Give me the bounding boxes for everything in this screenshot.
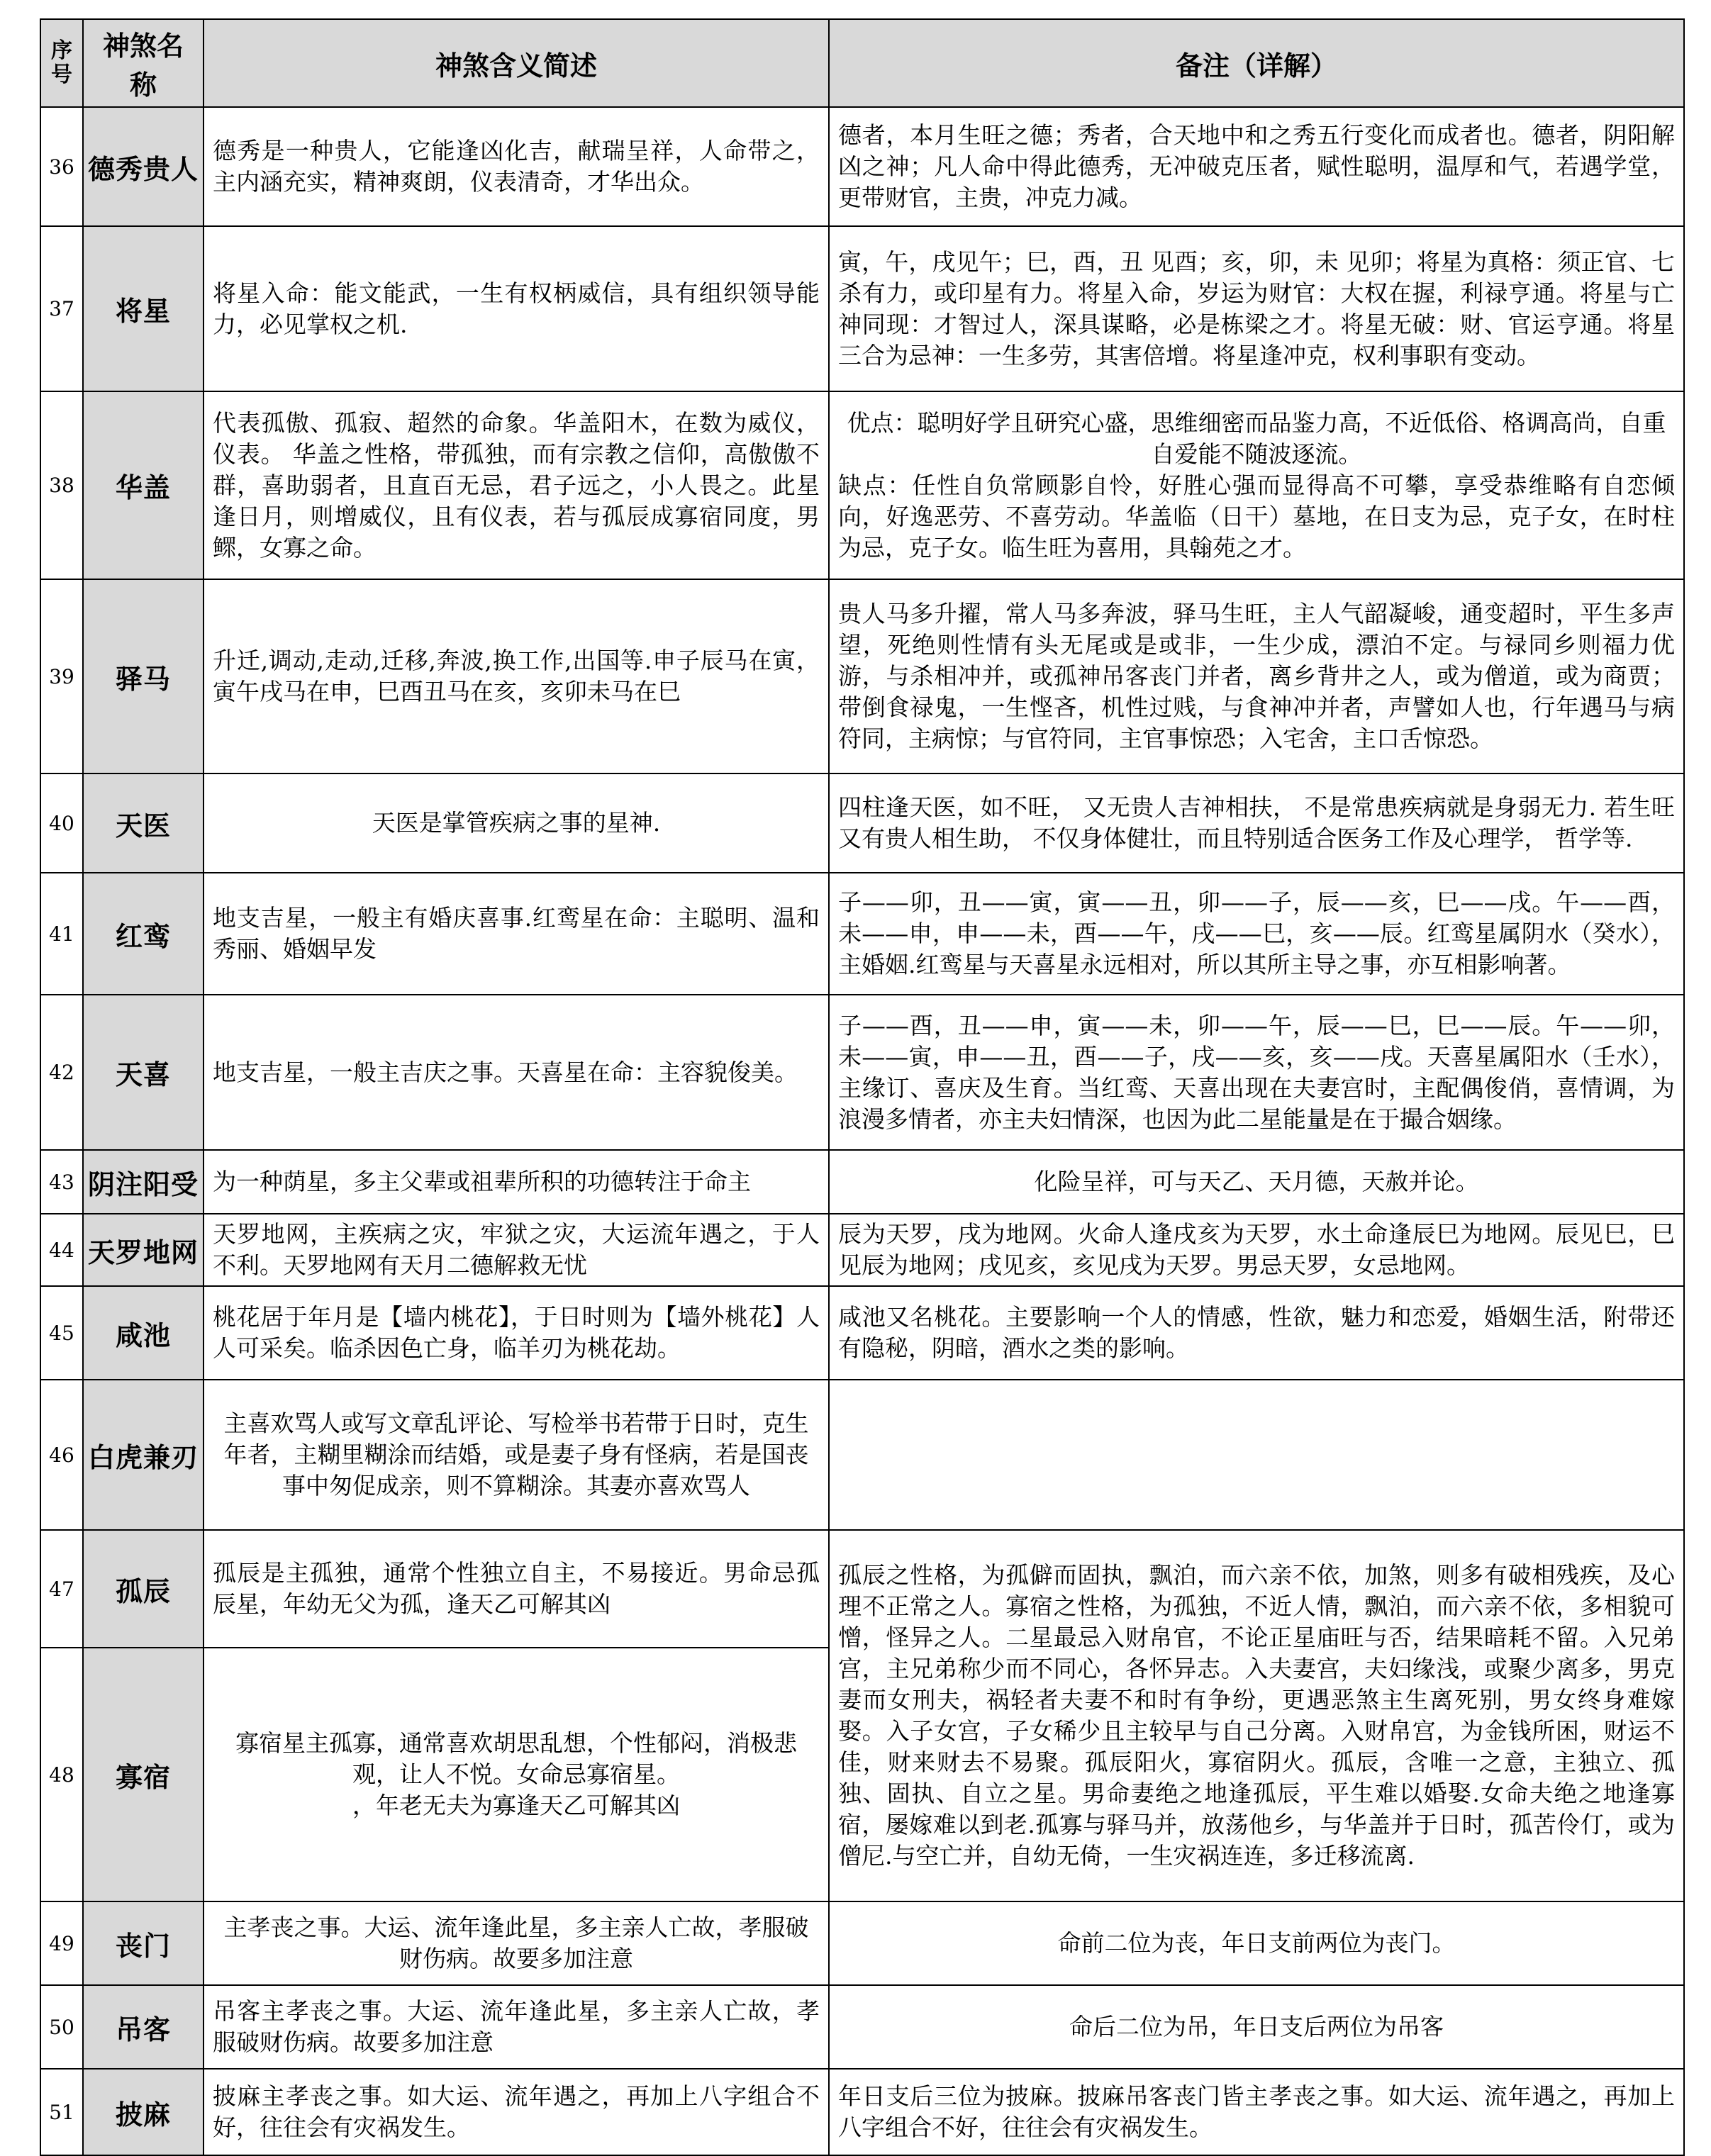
shensha-notes [829,1380,1684,1530]
shensha-name: 咸池 [83,1286,204,1380]
shensha-name: 驿马 [83,579,204,773]
row-number: 46 [40,1380,83,1530]
shensha-description: 主喜欢骂人或写文章乱评论、写检举书若带于日时，克生年者，主糊里糊涂而结婚，或是妻子身有怪病，若是国丧事中匆促成亲，则不算糊涂。其妻亦喜欢骂人 [204,1380,829,1530]
row-number: 45 [40,1286,83,1380]
shensha-notes: 贵人马多升擢，常人马多奔波，驿马生旺，主人气韶凝峻，通变超时，平生多声望，死绝则性情有头无尾或是或非，一生少成，漂泊不定。与禄同乡则福力优游，与杀相冲并，或孤神吊客丧门并者，离乡背井之人，或为僧道，或为商贾；带倒食禄鬼，一生悭吝，机性过贱，与食神冲并者，声譬如人也，行年遇马与病符同，主病惊；与官符同，主官事惊恐；入宅舍，主口舌惊恐。 [829,579,1684,773]
row-number: 44 [40,1214,83,1286]
shensha-description: 将星入命：能文能武，一生有权柄威信，具有组织领导能力，必见掌权之机. [204,226,829,391]
notes-disadvantages: 缺点：任性自负常顾影自怜，好胜心强而显得高不可攀，享受恭维略有自恋倾向，好逸恶劳、不喜劳动。华盖临（日干）墓地，在日支为忌，克子女，在时柱为忌，克子女。临生旺为喜用，具翰苑之才。 [838,471,1675,562]
shensha-notes: 子——酉，丑——申，寅——未，卯——午，辰——巳，巳——辰。午——卯，未——寅，申——丑，酉——子，戌——亥，亥——戌。天喜星属阳水（壬水），主缘订、喜庆及生育。当红鸾、天喜出现在夫妻宫时，主配偶俊俏，喜情调，为浪漫多情者，亦主夫妇情深，也因为此二星能量是在于撮合姻缘。 [829,995,1684,1150]
header-notes: 备注（详解） [829,19,1684,107]
shensha-name: 丧门 [83,1901,204,1985]
shensha-name: 天罗地网 [83,1214,204,1286]
row-number: 47 [40,1530,83,1648]
description-extra: ，年老无夫为寡逢天乙可解其凶 [352,1792,680,1819]
shensha-description: 升迁,调动,走动,迁移,奔波,换工作,出国等.申子辰马在寅，寅午戌马在申，巳酉丑马在亥，亥卯未马在巳 [204,579,829,773]
shensha-notes: 年日支后三位为披麻。披麻吊客丧门皆主孝丧之事。如大运、流年遇之，再加上八字组合不好，往往会有灾祸发生。 [829,2069,1684,2155]
description-main: 寡宿星主孤寡，通常喜欢胡思乱想，个性郁闷，消极悲观，让人不悦。女命忌寡宿星。 [235,1729,797,1788]
row-number: 43 [40,1150,83,1214]
header-name: 神煞名称 [83,19,204,107]
row-number: 49 [40,1901,83,1985]
notes-advantages: 优点：聪明好学且研究心盛，思维细密而品鉴力高，不近低俗、格调高尚，自重自爱能不随波逐流。 [847,408,1666,468]
shensha-notes: 寅，午，戌见午；巳，酉，丑 见酉；亥，卯，未 见卯；将星为真格：须正官、七杀有力，或印星有力。将星入命，岁运为财官：大权在握，利禄亨通。将星与亡神同现：才智过人，深具谋略，必是栋梁之才。将星无破：财、官运亨通。将星三合为忌神：一生多劳，其害倍增。将星逢冲克，权利事职有变动。 [829,226,1684,391]
table-row [40,995,1684,1150]
table-row [40,1530,1684,1648]
table-row [40,579,1684,773]
shensha-name: 孤辰 [83,1530,204,1648]
shensha-table [40,18,1685,2156]
header-row [40,19,1684,107]
shensha-name: 吊客 [83,1985,204,2069]
table-row [40,1150,1684,1214]
row-number: 51 [40,2069,83,2155]
shensha-description: 孤辰是主孤独，通常个性独立自主，不易接近。男命忌孤辰星，年幼无父为孤，逢天乙可解其凶 [204,1530,829,1648]
shensha-description: 天罗地网，主疾病之灾，牢狱之灾，大运流年遇之，于人不利。天罗地网有天月二德解救无忧 [204,1214,829,1286]
shensha-description: 德秀是一种贵人，它能逢凶化吉，献瑞呈祥，人命带之，主内涵充实，精神爽朗，仪表清奇，才华出众。 [204,107,829,226]
shensha-notes: 子——卯，丑——寅，寅——丑，卯——子，辰——亥，巳——戌。午——酉，未——申，申——未，酉——午，戌——巳，亥——辰。红鸾星属阴水（癸水），主婚姻.红鸾星与天喜星永远相对，所以其所主导之事，亦互相影响著。 [829,873,1684,995]
row-number: 48 [40,1648,83,1901]
shensha-notes: 辰为天罗，戌为地网。火命人逢戌亥为天罗，水土命逢辰巳为地网。辰见巳，巳见辰为地网；戌见亥，亥见戌为天罗。男忌天罗，女忌地网。 [829,1214,1684,1286]
row-number: 40 [40,773,83,873]
shensha-notes [829,391,1684,579]
shensha-name: 白虎兼刃 [83,1380,204,1530]
shensha-description: 为一种荫星，多主父辈或祖辈所积的功德转注于命主 [204,1150,829,1214]
shensha-description: 代表孤傲、孤寂、超然的命象。华盖阳木，在数为威仪，仪表。 华盖之性格，带孤独，而有宗教之信仰，高傲傲不群，喜助弱者，且直百无忌，君子远之，小人畏之。此星逢日月，则增威仪，且有仪表，若与孤辰成寡宿同度，男鳏，女寡之命。 [204,391,829,579]
shensha-description: 地支吉星，一般主有婚庆喜事.红鸾星在命：主聪明、温和秀丽、婚姻早发 [204,873,829,995]
shensha-description [204,1648,829,1901]
shensha-notes: 四柱逢天医，如不旺， 又无贵人吉神相扶， 不是常患疾病就是身弱无力. 若生旺又有贵人相生助， 不仅身体健壮，而且特别适合医务工作及心理学， 哲学等. [829,773,1684,873]
table-row [40,391,1684,579]
row-number: 38 [40,391,83,579]
shensha-name: 天医 [83,773,204,873]
shensha-notes: 德者，本月生旺之德；秀者，合天地中和之秀五行变化而成者也。德者，阴阳解凶之神；凡人命中得此德秀，无冲破克压者，赋性聪明，温厚和气，若遇学堂，更带财官，主贵，冲克力减。 [829,107,1684,226]
shensha-description: 地支吉星，一般主吉庆之事。天喜星在命：主容貌俊美。 [204,995,829,1150]
row-number: 41 [40,873,83,995]
shensha-name: 华盖 [83,391,204,579]
table-row [40,1286,1684,1380]
shensha-notes: 化险呈祥，可与天乙、天月德，天赦并论。 [829,1150,1684,1214]
shensha-description: 主孝丧之事。大运、流年逢此星，多主亲人亡故，孝服破财伤病。故要多加注意 [204,1901,829,1985]
header-description: 神煞含义简述 [204,19,829,107]
shensha-name: 红鸾 [83,873,204,995]
shensha-description: 天医是掌管疾病之事的星神. [204,773,829,873]
table-row [40,1214,1684,1286]
header-number: 序号 [40,19,83,107]
row-number: 39 [40,579,83,773]
row-number: 42 [40,995,83,1150]
shensha-name: 阴注阳受 [83,1150,204,1214]
table-row [40,873,1684,995]
shensha-name: 天喜 [83,995,204,1150]
shensha-description: 披麻主孝丧之事。如大运、流年遇之，再加上八字组合不好，往往会有灾祸发生。 [204,2069,829,2155]
shensha-description: 吊客主孝丧之事。大运、流年逢此星，多主亲人亡故，孝服破财伤病。故要多加注意 [204,1985,829,2069]
shensha-name: 德秀贵人 [83,107,204,226]
shensha-notes: 命后二位为吊，年日支后两位为吊客 [829,1985,1684,2069]
almanac-table-sheet [40,18,1683,2156]
shensha-notes: 命前二位为丧，年日支前两位为丧门。 [829,1901,1684,1985]
table-row [40,2069,1684,2155]
shensha-notes-merged: 孤辰之性格，为孤僻而固执，飘泊，而六亲不依，加煞，则多有破相残疾，及心理不正常之人。寡宿之性格，为孤独，不近人情，飘泊，而六亲不依，多相貌可憎，怪异之人。二星最忌入财帛官，不论正星庙旺与否，结果暗耗不留。入兄弟宫，主兄弟称少而不同心，各怀异志。入夫妻宫，夫妇缘浅，或聚少离多，男克妻而女刑夫，祸轻者夫妻不和时有争纷，更遇恶煞主生离死别，男女终身难嫁娶。入子女宫，子女稀少且主较早与自己分离。入财帛宫，为金钱所困，财运不佳，财来财去不易聚。孤辰阳火，寡宿阴火。孤辰，含唯一之意，主独立、孤独、固执、自立之星。男命妻绝之地逢孤辰，平生难以婚娶.女命夫绝之地逢寡宿，屡嫁难以到老.孤寡与驿马并，放荡他乡，与华盖并于日时，孤苦伶仃，或为僧尼.与空亡并，自幼无倚，一生灾祸连连，多迁移流离. [829,1530,1684,1901]
table-row [40,773,1684,873]
shensha-description: 桃花居于年月是【墙内桃花】，于日时则为【墙外桃花】人人可采矣。临杀因色亡身，临羊刃为桃花劫。 [204,1286,829,1380]
row-number: 37 [40,226,83,391]
row-number: 36 [40,107,83,226]
shensha-notes: 咸池又名桃花。主要影响一个人的情感，性欲，魅力和恋爱，婚姻生活，附带还有隐秘，阴暗，酒水之类的影响。 [829,1286,1684,1380]
shensha-name: 寡宿 [83,1648,204,1901]
shensha-name: 披麻 [83,2069,204,2155]
table-row [40,226,1684,391]
table-row [40,1901,1684,1985]
table-row [40,107,1684,226]
shensha-name: 将星 [83,226,204,391]
row-number: 50 [40,1985,83,2069]
table-row [40,1985,1684,2069]
table-row [40,1380,1684,1530]
